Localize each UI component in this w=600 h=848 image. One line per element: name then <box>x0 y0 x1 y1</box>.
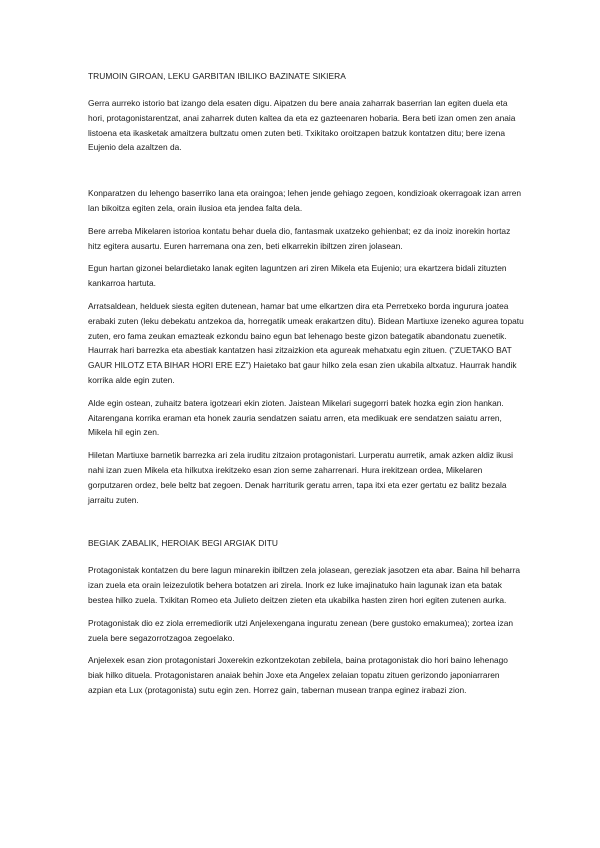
paragraph: Alde egin ostean, zuhaitz batera igotzeari ekin zioten. Jaistean Mikelari sugegorri batek hozka egin zion hankan. Aitarengana korrika eraman eta honek zauria sendatzen saiatu arren, eta medikuak ere sendatzen saiatu arren, Mikela hil egin zen. <box>88 397 504 438</box>
section-heading-trumoin-giroan: TRUMOIN GIROAN, LEKU GARBITAN IBILIKO BAZINATE SIKIERA <box>88 71 346 81</box>
paragraph: Anjelexek esan zion protagonistari Joxerekin ezkontzekotan zebilela, baina protagonistak dio hori baino lehenago biak hilko dituela. Protagonistaren anaiak behin Joxe eta Angelex zelaian topatu zituen gerizondo japoniarraren azpian eta Lux (protagonista) sutu egin zen. Horrez gain, tabernan musean tranpa eginez irabazi zion. <box>88 655 508 695</box>
paragraph: Egun hartan gizonei belardietako lanak egiten laguntzen ari ziren Mikela eta Eujenio; ura ekartzera bidali zituzten kankarroa hartuta. <box>88 263 507 289</box>
section-heading-begiak-zabalik: BEGIAK ZABALIK, HEROIAK BEGI ARGIAK DITU <box>88 538 279 549</box>
paragraph: Bere arreba Mikelaren istorioa kontatu behar duela dio, fantasmak uxatzeko gehienbat; ez da inoiz inorekin hortaz hitz egitera ausartu. Euren harremana ona zen, beti elkarrekin ibiltzen ziren jolasean. <box>88 225 511 251</box>
paragraph: Gerra aurreko istorio bat izango dela esaten digu. Aipatzen du bere anaia zaharrak baserrian lan egiten duela eta hori, protagonistarentzat, anai zaharrek duten kaltea da eta ez gazteenaren hobaria. Bera beti izan omen zen anaia listoena eta ikasketak amaitzera bultzatu omen zuten beti. Txikitako oroitzapen batzuk kontatzen ditu; bere izena Eujenio dela azaltzen da. <box>88 98 516 153</box>
paragraph: Protagonistak kontatzen du bere lagun minarekin ibiltzen zela jolasean, gereziak jasotzen eta abar. Baina hil beharra izan zuela eta orain leizezulotik behera botatzen ari zirela. Inork ez luke imajinatuko hain lagunak izan eta batak bestea hilko zuela. Txikitan Romeo eta Julieto deitzen zieten eta ukabilka hasten ziren hori egiten zutenen aurka. <box>88 565 521 605</box>
paragraph: Protagonistak dio ez ziola erremediorik utzi Anjelexengana inguratu zenean (bere gustoko emakumea); zortea izan zuela bere segazorrotzagoa zegoelako. <box>88 617 514 643</box>
paragraph: Konparatzen du lehengo baserriko lana eta oraingoa; lehen jende gehiago zegoen, kondizioak okerragoak izan arren lan bikoitza egiten zela, orain ilusioa eta jendea falta dela. <box>88 188 522 213</box>
section-spacer <box>88 515 524 537</box>
document-body <box>88 70 524 706</box>
paragraph: Arratsaldean, helduek siesta egiten dutenean, hamar bat ume elkartzen dira eta Perretxeko borda ingurura joatea erabaki zuten (leku debekatu antzekoa da, horregatik umeak erakartzen ditu). Bidean Martiuxe izeneko agurea topatu zuten, ero fama zeukan emazteak ezkondu baino egun bat lehenago beste gizon bategatik abandonatu zuenetik. Haurrak hari barrezka eta abestiak kantatzen hasi zitzaizkion eta agureak mehatxatu egin zituen. (“ZUETAKO BAT GAUR HILOTZ ETA BIHAR HORI ERE EZ”) Haietako bat gaur hilko zela esan zien ukabila altxatuz. Haurrak handik korrika alde egin zuten. <box>88 300 524 385</box>
section-spacer <box>88 163 524 186</box>
paragraph: Hiletan Martiuxe barnetik barrezka ari zela iruditu zitzaion protagonistari. Lurperatu aurretik, amak azken aldiz ikusi nahi izan zuen Mikela eta hilkutxa irekitzeko esan zion seme zaharrenari. Hura irekitzean ordea, Mikelaren gorputzaren ordez, bele beltz bat zegoen. Denak harriturik geratu arren, tapa itxi eta ezer gertatu ez balitz bezala jarraitu zuten. <box>88 450 513 505</box>
